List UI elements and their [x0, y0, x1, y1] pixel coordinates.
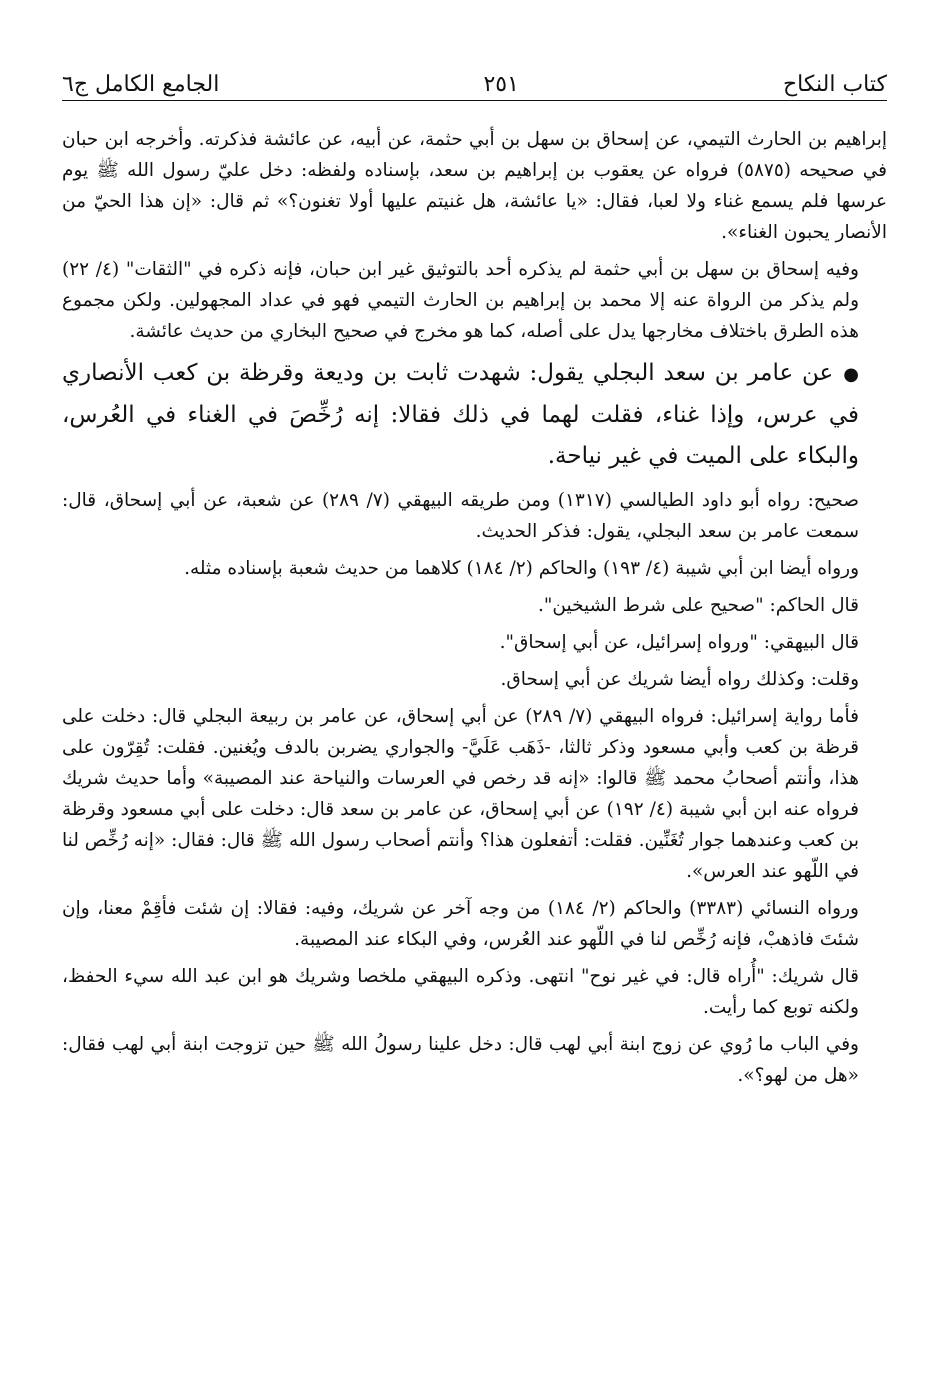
volume-title: الجامع الكامل ج٦	[62, 72, 220, 97]
hadith-paragraph	[62, 353, 887, 477]
book-title: كتاب النكاح	[782, 72, 887, 97]
paragraph: صحيح: رواه أبو داود الطيالسي (١٣١٧) ومن طريقه البيهقي (٧/ ٢٨٩) عن شعبة، عن أبي إسحاق، قال: سمعت عامر بن سعد البجلي، يقول: فذكر الحديث.	[62, 490, 859, 542]
paragraph: فأما رواية إسرائيل: فرواه البيهقي (٧/ ٢٨٩) عن أبي إسحاق، عن عامر بن ربيعة البجلي قال: دخلت على قرظة بن كعب وأبي مسعود وذكر ثالثا، -ذَهَب عَلَيَّ- والجواري يضربن بالدف ويُغنين. فقلت: تُقِرّون على هذا، وأنتم أصحابُ محمد ﷺ قالوا: «إنه قد رخص في العرسات والنياحة عند المصيبة» وأما حديث شريك فرواه عنه ابن أبي شيبة (٤/ ١٩٢) عن أبي إسحاق، عن عامر بن سعد قال: دخلت على أبي مسعود وقرظة بن كعب وعندهما جوار تُغَنِّين. فقلت: أتفعلون هذا؟ وأنتم أصحاب رسول الله ﷺ قال: فقال: «إنه رُخِّص لنا في اللّهو عند العرس».	[62, 706, 859, 882]
paragraph: وفيه إسحاق بن سهل بن أبي حثمة لم يذكره أحد بالتوثيق غير ابن حبان، فإنه ذكره في "الثقات" (٤/ ٢٢) ولم يذكر من الرواة عنه إلا محمد بن إبراهيم بن الحارث التيمي فهو في عداد المجهولين. ولكن مجموع هذه الطرق باختلاف مخارجها يدل على أصله، كما هو مخرج في صحيح البخاري من حديث عائشة.	[62, 259, 859, 342]
paragraph: قال الحاكم: "صحيح على شرط الشيخين".	[538, 595, 859, 616]
paragraph: وفي الباب ما رُوي عن زوج ابنة أبي لهب قال: دخل علينا رسولُ الله ﷺ حين تزوجت ابنة أبي لهب فقال: «هل من لهو؟».	[62, 1034, 859, 1086]
page-number: ٢٥١	[483, 72, 519, 97]
paragraph: ورواه أيضا ابن أبي شيبة (٤/ ١٩٣) والحاكم (٢/ ١٨٤) كلاهما من حديث شعبة بإسناده مثله.	[184, 558, 859, 579]
bullet-icon: ●	[843, 364, 859, 385]
hadith-text: عن عامر بن سعد البجلي يقول: شهدت ثابت بن وديعة وقرظة بن كعب الأنصاري في عرس، وإذا غناء، فقلت لهما في ذلك فقالا: إنه رُخِّصَ في الغناء في العُرس، والبكاء على الميت في غير نياحة.	[62, 360, 859, 469]
paragraph: إبراهيم بن الحارث التيمي، عن إسحاق بن سهل بن أبي حثمة، عن أبيه، عن عائشة فذكرته. وأخرجه ابن حبان في صحيحه (٥٨٧٥) فرواه عن يعقوب بن إبراهيم بن سعد، بإسناده ولفظه: دخل عليّ رسول الله ﷺ يوم عرسها فلم يسمع غناء ولا لعبا، فقال: «يا عائشة، هل غنيتم عليها أولا تغنون؟» ثم قال: «إن هذا الحيّ من الأنصار يحبون الغناء».	[62, 129, 887, 243]
paragraph: قال البيهقي: "ورواه إسرائيل، عن أبي إسحاق".	[499, 632, 859, 653]
page-body	[62, 124, 887, 1097]
paragraph: ورواه النسائي (٣٣٨٣) والحاكم (٢/ ١٨٤) من وجه آخر عن شريك، وفيه: فقالا: إن شئت فأقِمْ معنا، وإن شئتَ فاذهبْ، فإنه رُخِّص لنا في اللّهو عند العُرس، وفي البكاء عند المصيبة.	[62, 898, 859, 950]
paragraph: قال شريك: "أُراه قال: في غير نوح" انتهى. وذكره البيهقي ملخصا وشريك هو ابن عبد الله سيء الحفظ، ولكنه توبع كما رأيت.	[62, 966, 859, 1018]
page-header	[62, 52, 887, 100]
header-rule	[62, 100, 887, 101]
paragraph: وقلت: وكذلك رواه أيضا شريك عن أبي إسحاق.	[500, 669, 859, 690]
